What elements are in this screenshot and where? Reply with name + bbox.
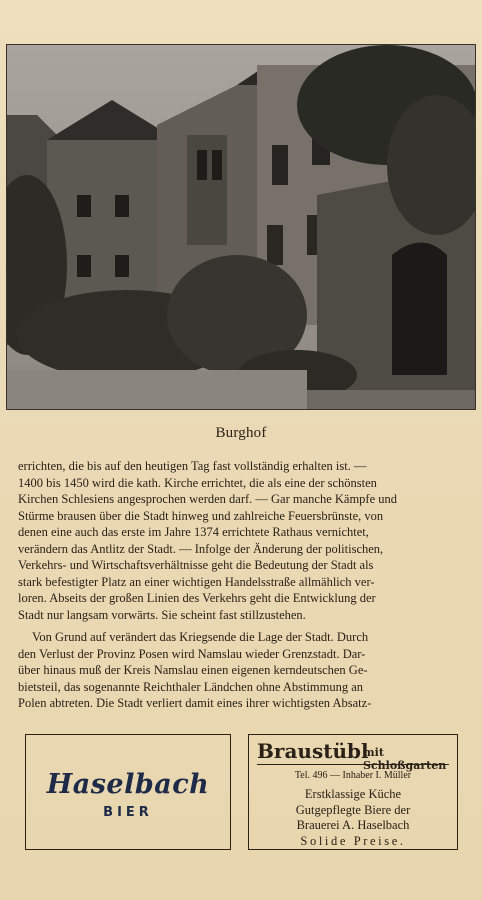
ad-line: Brauerei A. Haselbach [296, 818, 410, 832]
haselbach-sub: BIER [103, 805, 153, 820]
braustuebl-contact: Tel. 496 — Inhaber I. Müller [294, 770, 412, 781]
text-line: Verkehrs- und Wirtschaftsverhältnisse geht die Bedeutung der Stadt als [18, 558, 374, 572]
text-line: verändern das Antlitz der Stadt. — Infolge der Änderung der politischen, [18, 541, 384, 556]
text-line: Stadt nur langsam vorwärts. Sie scheint fast stillzustehen. [18, 607, 306, 622]
text-line: loren. Abseits der großen Linien des Verkehrs geht die Entwicklung der [18, 591, 376, 605]
ad-braustuebl [248, 734, 458, 850]
text-line: errichten, die bis auf den heutigen Tag fast vollständig erhalten ist. — [18, 459, 367, 473]
braustuebl-subtitle: mit Schloßgarten [363, 746, 447, 772]
photo-burghof [6, 44, 476, 410]
haselbach-logo: Haselbach [46, 769, 210, 800]
braustuebl-lines [249, 787, 457, 849]
divider [257, 764, 449, 765]
paragraph-1 [18, 458, 466, 623]
text-line: bietsteil, das sogenannte Reichthaler Ländchen ohne Abstimmung an [18, 679, 364, 694]
text-line: Von Grund auf verändert das Kriegsende die Lage der Stadt. Durch [32, 630, 369, 644]
ad-haselbach [25, 734, 231, 850]
photo-caption: Burghof [215, 425, 267, 441]
body-text [18, 458, 466, 712]
photo-burghof-illustration [7, 45, 475, 409]
paragraph-2 [18, 629, 466, 712]
text-line: Kirchen Schlesiens angesprochen werden darf. — Gar manche Kämpfe und [18, 492, 398, 506]
ad-line: Gutgepflegte Biere der [295, 802, 411, 817]
text-line: denen eine auch das erste im Jahre 1374 errichtete Rathaus vernichtet, [18, 525, 369, 539]
braustuebl-title: Braustübl [257, 739, 369, 763]
ad-line: Solide Preise. [300, 833, 406, 848]
text-line: Polen abtreten. Die Stadt verliert damit eines ihrer wichtigsten Absatz- [18, 696, 372, 710]
text-line: den Verlust der Provinz Posen wird Namslau wieder Grenzstadt. Dar- [18, 646, 366, 661]
text-line: über hinaus muß der Kreis Namslau einen eigenen kerndeutschen Ge- [18, 663, 368, 677]
ad-line: Erstklassige Küche [304, 787, 402, 801]
text-line: Stürme brausen über die Stadt hinweg und zahlreiche Feuersbrünste, von [18, 508, 384, 523]
text-line: stark befestigter Platz an einer wichtigen Handelsstraße allmählich ver- [18, 574, 375, 589]
text-line: 1400 bis 1450 wird die kath. Kirche errichtet, die als eine der schönsten [18, 475, 377, 490]
